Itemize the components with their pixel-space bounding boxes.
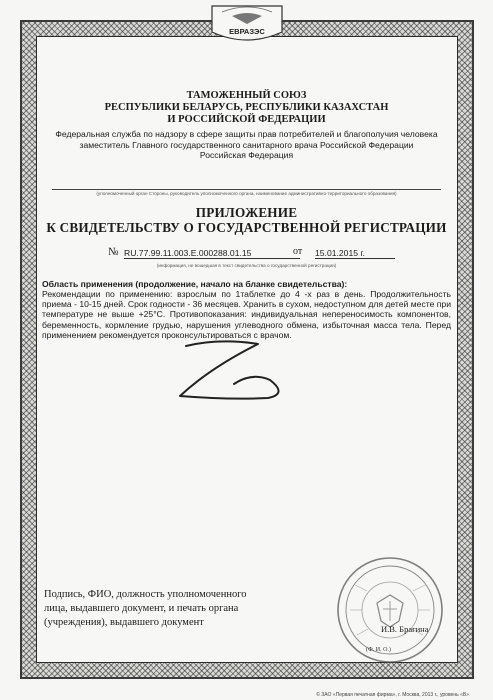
certificate-number: RU.77.99.11.003.E.000288.01.15	[124, 248, 300, 259]
certificate-number-row	[42, 244, 451, 260]
signer-name: И.В. Брагина	[381, 624, 429, 634]
document-content	[42, 90, 451, 341]
signature-line-3: (учреждения), выдавшего документ	[44, 617, 204, 628]
union-line-3: И РОССИЙСКОЙ ФЕДЕРАЦИИ	[167, 114, 326, 125]
agency-line-3: Российская Федерация	[199, 150, 294, 160]
agency-line-1: Федеральная служба по надзору в сфере защиты прав потребителей и благополучия человека	[55, 129, 438, 139]
cancellation-scribble	[150, 338, 310, 418]
agency-caption: (уполномоченный орган Стороны, руководитель уполномоченного органа, наименование административно-территориального образования)	[52, 189, 441, 197]
signature-line-1: Подпись, ФИО, должность уполномоченного	[44, 589, 247, 600]
from-label: от	[293, 245, 303, 257]
eurasec-emblem-icon	[210, 4, 284, 46]
signature-block	[44, 588, 264, 630]
title-line-2: К СВИДЕТЕЛЬСТВУ О ГОСУДАРСТВЕННОЙ РЕГИСТРАЦИИ	[46, 219, 447, 235]
scope-title: Область применения (продолжение, начало на бланке свидетельства):	[42, 278, 348, 289]
number-sign: №	[108, 245, 119, 258]
agency-line-2: заместитель Главного государственного санитарного врача Российской Федерации	[79, 139, 414, 150]
signature-line-2: лица, выдавшего документ, и печать органа	[44, 603, 239, 614]
union-line-2: РЕСПУБЛИКИ БЕЛАРУСЬ, РЕСПУБЛИКИ КАЗАХСТАН	[104, 102, 389, 113]
title-line-1: ПРИЛОЖЕНИЕ	[195, 204, 298, 220]
number-caption: (информация, не вошедшая в текст свидетельства о государственной регистрации)	[156, 262, 337, 268]
signer-initials-caption: (Ф. И. О.)	[366, 647, 391, 653]
certificate-date: 15.01.2015 г.	[315, 248, 395, 259]
agency-block	[42, 129, 451, 161]
union-line-1: ТАМОЖЕННЫЙ СОЮЗ	[186, 90, 307, 101]
emblem-text: ЕВРАЗЭС	[229, 27, 265, 36]
recommendations-text: Рекомендации по применению: взрослым по 1таблетке до 4 -х раз в день. Продолжительность приема - 10-15 дней. Срок годности - 36 месяцев. Хранить в сухом, недоступном для детей месте при температуре не выше +25°С. Противопоказания: индивидуальная непереносимость компонентов, беременность, кормление грудью, нарушения углеводного обмена, избыточная масса тела. Перед применением рекомендуется проконсультироваться с врачом.	[42, 288, 451, 341]
printer-footer: © ЗАО «Первая печатная фирма», г. Москва, 2013 г., уровень «В»	[316, 692, 469, 698]
